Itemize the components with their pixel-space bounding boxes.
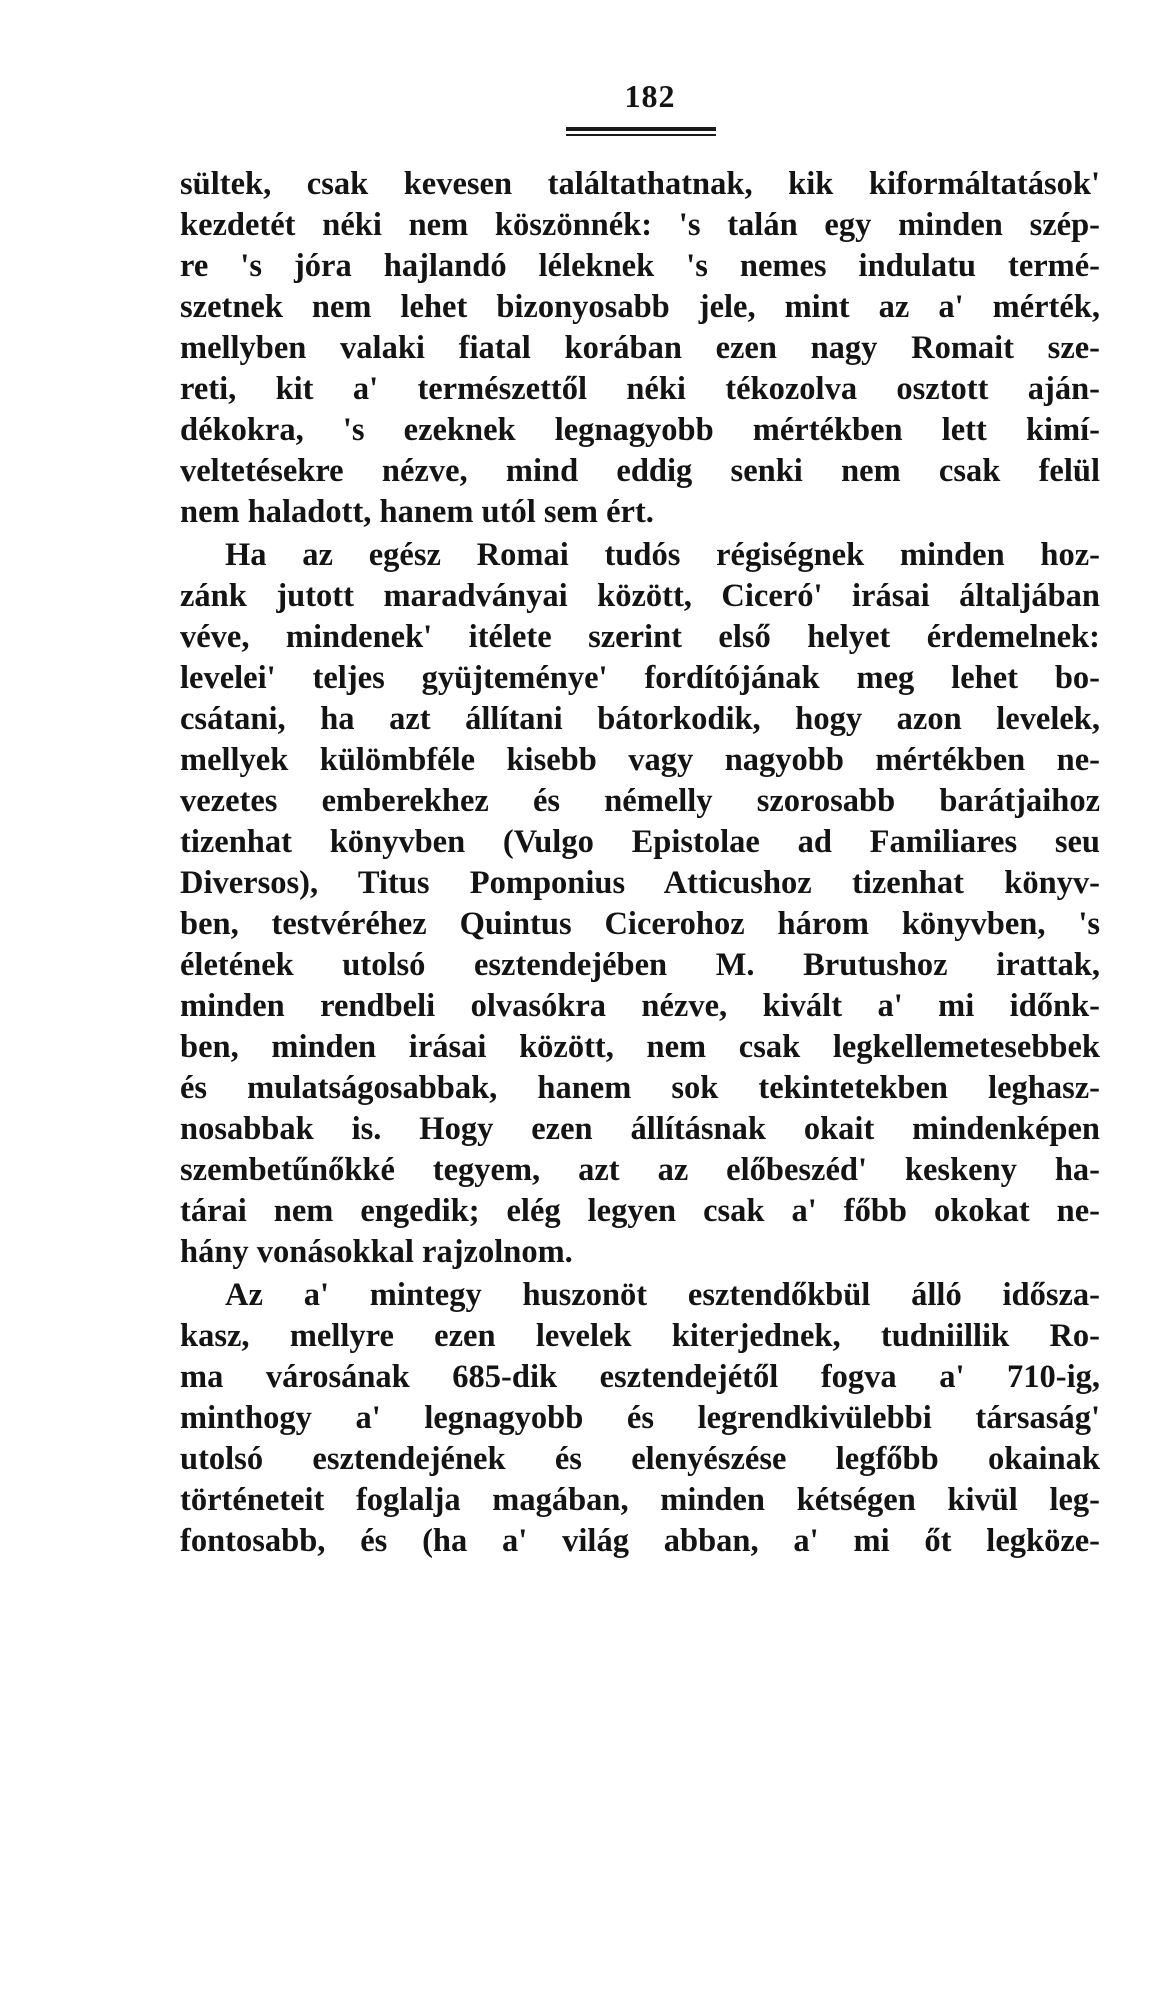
text-line: hány vonásokkal rajzolnom. bbox=[180, 1234, 573, 1270]
text-line: ma városának 685-dik esztendejétől fogva a' 710-ig, bbox=[180, 1359, 1100, 1395]
text-line: szembetűnőkké tegyem, azt az előbeszéd' keskeny ha- bbox=[180, 1152, 1100, 1188]
text-line: szetnek nem lehet bizonyosabb jele, mint az a' mérték, bbox=[180, 289, 1100, 325]
text-line: csátani, ha azt állítani bátorkodik, hogy azon levelek, bbox=[180, 701, 1100, 737]
text-line: dékokra, 's ezeknek legnagyobb mértékben lett kimí- bbox=[180, 412, 1100, 448]
text-line: tárai nem engedik; elég legyen csak a' főbb okokat ne- bbox=[180, 1193, 1100, 1229]
text-line: Ha az egész Romai tudós régiségnek minden hoz- bbox=[225, 537, 1100, 573]
text-line: és mulatságosabbak, hanem sok tekintetekben leghasz- bbox=[180, 1070, 1100, 1106]
text-line: mellyek külömbféle kisebb vagy nagyobb mértékben ne- bbox=[180, 742, 1100, 778]
text-line: tizenhat könyvben (Vulgo Epistolae ad Familiares seu bbox=[180, 824, 1100, 860]
text-line: véve, mindenek' itélete szerint első helyet érdemelnek: bbox=[180, 619, 1100, 655]
text-line: veltetésekre nézve, mind eddig senki nem csak felül bbox=[180, 453, 1100, 489]
text-line: Az a' mintegy huszonöt esztendőkbül álló idősza- bbox=[225, 1277, 1100, 1313]
text-line: kasz, mellyre ezen levelek kiterjednek, tudniillik Ro- bbox=[180, 1318, 1100, 1354]
text-line: zánk jutott maradványai között, Ciceró' irásai általjában bbox=[180, 578, 1100, 614]
text-line: fontosabb, és (ha a' világ abban, a' mi őt legköze- bbox=[180, 1523, 1100, 1559]
header-rule-thin bbox=[566, 134, 716, 136]
text-line: re 's jóra hajlandó léleknek 's nemes indulatu termé- bbox=[180, 248, 1100, 284]
page-number: 182 bbox=[624, 78, 676, 114]
text-line: vezetes emberekhez és némelly szorosabb barátjaihoz bbox=[180, 783, 1100, 819]
header-rule bbox=[566, 127, 716, 131]
text-line: nem haladott, hanem utól sem ért. bbox=[180, 494, 654, 530]
text-line: minthogy a' legnagyobb és legrendkivülebbi társaság' bbox=[180, 1400, 1100, 1436]
text-line: kezdetét néki nem köszönnék: 's talán egy minden szép- bbox=[180, 207, 1100, 243]
text-line: minden rendbeli olvasókra nézve, kivált a' mi időnk- bbox=[180, 988, 1100, 1024]
text-line: sültek, csak kevesen találtathatnak, kik kiformáltatások' bbox=[180, 166, 1100, 202]
text-line: ben, minden irásai között, nem csak legkellemetesebbek bbox=[180, 1029, 1100, 1065]
text-line: reti, kit a' természettől néki tékozolva osztott aján- bbox=[180, 371, 1100, 407]
text-line: mellyben valaki fiatal korában ezen nagy Romait sze- bbox=[180, 330, 1100, 366]
text-line: Diversos), Titus Pomponius Atticushoz tizenhat könyv- bbox=[180, 865, 1100, 901]
text-line: ben, testvéréhez Quintus Cicerohoz három könyvben, 's bbox=[180, 906, 1100, 942]
text-line: nosabbak is. Hogy ezen állításnak okait mindenképen bbox=[180, 1111, 1100, 1147]
text-line: levelei' teljes gyüjteménye' fordítójának meg lehet bo- bbox=[180, 660, 1100, 696]
text-line: utolsó esztendejének és elenyészése legfőbb okainak bbox=[180, 1441, 1100, 1477]
text-line: életének utolsó esztendejében M. Brutushoz irattak, bbox=[180, 947, 1100, 983]
text-line: történeteit foglalja magában, minden kétségen kivül leg- bbox=[180, 1482, 1100, 1518]
